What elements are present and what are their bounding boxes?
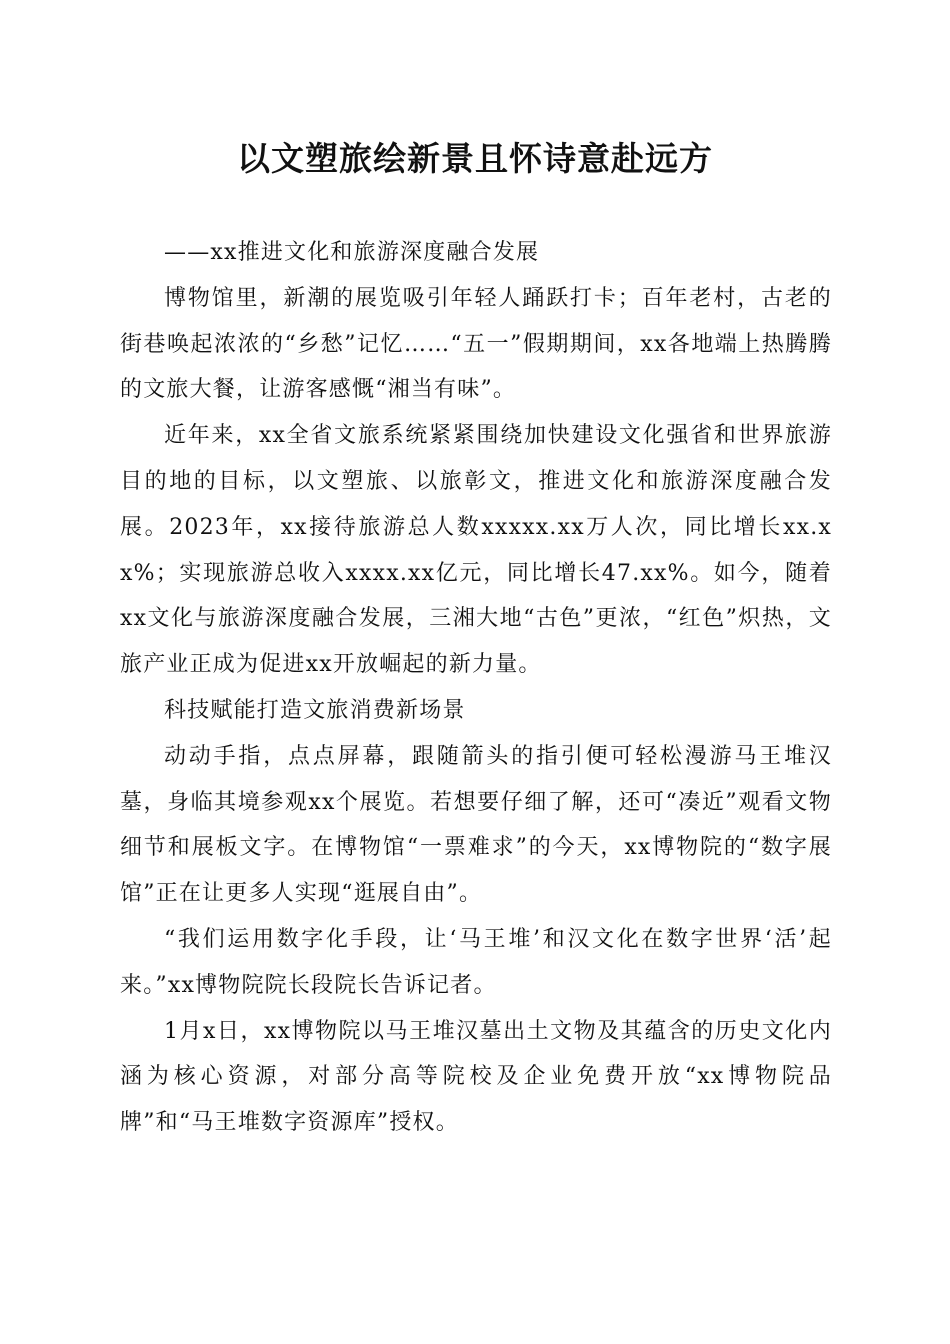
body-paragraph: 博物馆里，新潮的展览吸引年轻人踊跃打卡；百年老村，古老的街巷唤起浓浓的“乡愁”记忆……“五一”假期期间，xx各地端上热腾腾的文旅大餐，让游客感慨“湘当有味”。 [120,285,832,403]
body-paragraph: 动动手指，点点屏幕，跟随箭头的指引便可轻松漫游马王堆汉墓，身临其境参观xx个展览。若想要仔细了解，还可“凑近”观看文物细节和展板文字。在博物馆“一票难求”的今天，xx博物院的“数字展馆”正在让更多人实现“逛展自由”。 [120,743,832,907]
section-heading: 科技赋能打造文旅消费新场景 [164,697,466,723]
body-paragraph: “我们运用数字化手段，让‘马王堆’和汉文化在数字世界‘活’起来。”xx博物院院长段院长告诉记者。 [120,926,832,998]
body-paragraph: 1月x日，xx博物院以马王堆汉墓出土文物及其蕴含的历史文化内涵为核心资源，对部分高等院校及企业免费开放“xx博物院品牌”和“马王堆数字资源库”授权。 [120,1018,832,1136]
body-paragraph: 近年来，xx全省文旅系统紧紧围绕加快建设文化强省和世界旅游目的地的目标，以文塑旅、以旅彰文，推进文化和旅游深度融合发展。2023年，xx接待旅游总人数xxxxx.xx万人次，同比增长xx.xx%；实现旅游总收入xxxx.xx亿元，同比增长47.xx%。如今，随着xx文化与旅游深度融合发展，三湘大地“古色”更浓，“红色”炽热，文旅产业正成为促进xx开放崛起的新力量。 [120,423,832,678]
subtitle-paragraph: ——xx推进文化和旅游深度融合发展 [164,240,540,265]
document-body [120,230,832,1146]
document-title: 以文塑旅绘新景且怀诗意赴远方 [237,139,713,178]
